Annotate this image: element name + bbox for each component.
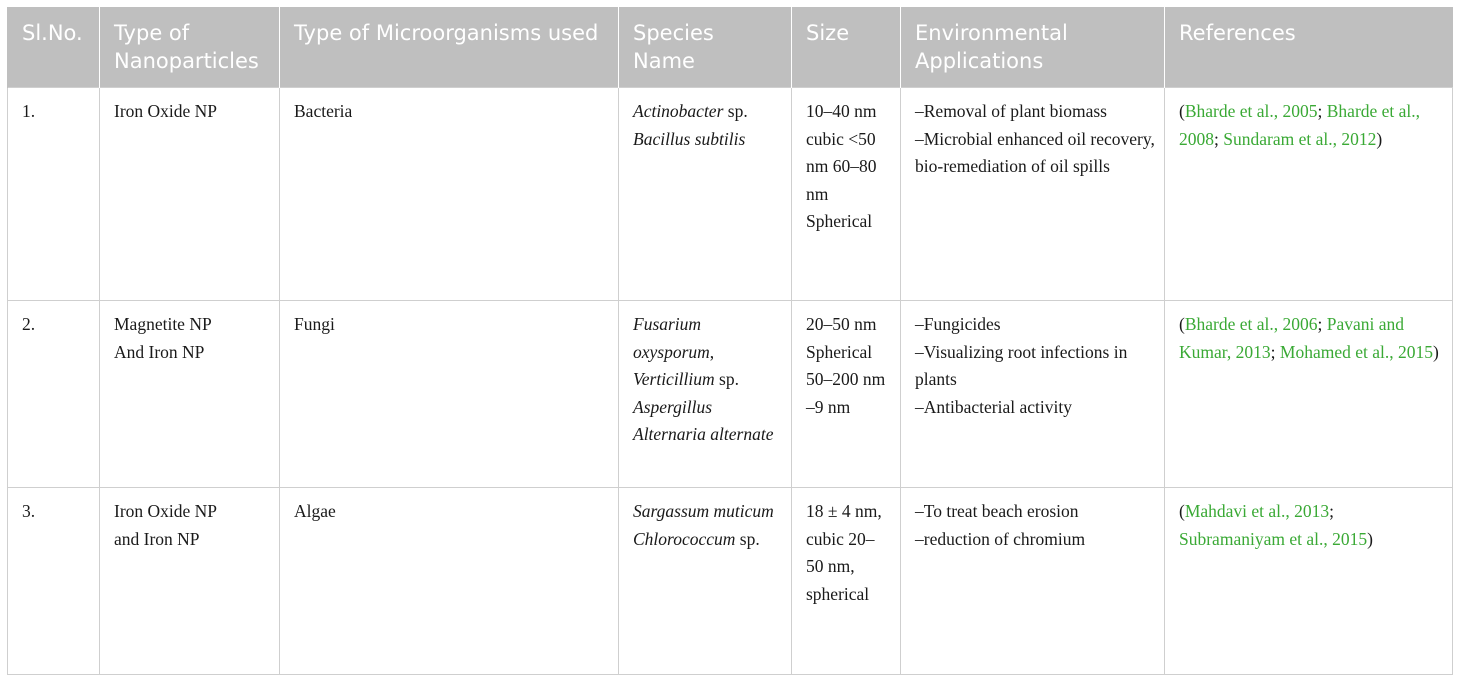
cell-environmental-applications [901,301,1165,488]
size-text: 10–40 nm cubic <50 nm 60–80 nm Spherical [806,101,877,231]
header-references: References [1165,7,1453,88]
cell-references [1165,88,1453,301]
reference-separator: ; [1214,128,1224,149]
species-genus: Aspergillus [633,396,713,417]
species-genus: Bacillus subtilis [633,128,746,149]
reference-close-paren: ) [1433,341,1439,362]
species-line [633,98,783,126]
species-line [633,394,783,422]
species-genus: Sargassum muticum [633,501,774,521]
microorganism-text: Fungi [294,314,335,334]
cell-size [792,488,901,675]
cell-references [1165,301,1453,488]
reference-separator: ; [1329,501,1335,521]
cell-environmental-applications [901,88,1165,301]
application-line: –Fungicides [915,314,1001,334]
application-line: –To treat beach erosion [915,501,1079,521]
cell-references [1165,488,1453,675]
cell-environmental-applications [901,488,1165,675]
table-row [8,301,1453,488]
species-suffix: sp. [723,101,748,121]
species-suffix: sp. [714,369,739,389]
cell-slno [8,488,100,675]
species-line [633,498,783,526]
species-line [633,126,783,154]
slno-text: 2. [22,314,36,334]
nanoparticle-type-line: and Iron NP [114,528,200,549]
size-text: 20–50 nm Spherical 50–200 nm –9 nm [806,314,886,417]
species-genus: Fusarium oxysporum [633,314,710,362]
header-type-microorganisms: Type of Microorganisms used [280,7,619,88]
application-line: –Microbial enhanced oil recovery, bio-remediation of oil spills [915,128,1155,176]
reference-link[interactable]: Mohamed et al., 2015 [1279,341,1433,362]
reference-open-paren: ( [1179,101,1185,121]
reference-link[interactable]: Subramaniyam et al., 2015 [1179,528,1368,549]
cell-size [792,88,901,301]
species-suffix: , [709,341,715,362]
nanoparticle-type-line: Magnetite NP [114,314,212,334]
reference-open-paren: ( [1179,314,1185,334]
nanoparticle-type-line: And Iron NP [114,341,205,362]
application-line: –Visualizing root infections in plants [915,341,1128,389]
reference-close-paren: ) [1367,528,1373,549]
microorganism-text: Bacteria [294,101,353,121]
table-row [8,488,1453,675]
reference-link[interactable]: Sundaram et al., 2012 [1223,128,1377,149]
species-line [633,366,783,394]
reference-close-paren: ) [1376,128,1383,149]
reference-link[interactable]: Pavani and Kumar, 2013 [1179,314,1405,362]
nanoparticle-type-line: Iron Oxide NP [114,101,218,121]
cell-slno [8,88,100,301]
cell-type-nanoparticles [100,301,280,488]
application-line: –Removal of plant biomass [915,101,1107,121]
cell-size [792,301,901,488]
header-species-name: Species Name [619,7,792,88]
size-text: 18 ± 4 nm, cubic 20–50 nm, spherical [806,501,882,604]
reference-link[interactable]: Bharde et al., 2008 [1179,101,1421,149]
table-row [8,88,1453,301]
cell-microorganism [280,88,619,301]
reference-separator: ; [1317,101,1327,121]
species-genus: Actinobacter [633,101,724,121]
cell-type-nanoparticles [100,488,280,675]
header-environmental-applications: Environmental Applications [901,7,1165,88]
header-slno: Sl.No. [8,7,100,88]
slno-text: 1. [22,101,36,121]
cell-type-nanoparticles [100,88,280,301]
reference-open-paren: ( [1179,501,1185,521]
cell-species-name [619,88,792,301]
species-line [633,421,783,449]
nanoparticle-type-line: Iron Oxide NP [114,501,218,521]
slno-text: 3. [22,501,36,521]
species-line [633,311,783,366]
reference-separator: ; [1317,314,1327,334]
application-line: –Antibacterial activity [915,396,1072,417]
reference-link[interactable]: Mahdavi et al., 2013 [1184,501,1330,521]
header-type-nanoparticles: Type of Nanoparticles [100,7,280,88]
microorganism-text: Algae [294,501,336,521]
species-genus: Verticillium [633,369,715,389]
reference-link[interactable]: Bharde et al., 2005 [1184,101,1318,121]
cell-microorganism [280,301,619,488]
species-genus: Chlorococcum [633,528,736,549]
cell-slno [8,301,100,488]
application-line: –reduction of chromium [915,528,1086,549]
cell-species-name [619,301,792,488]
header-size: Size [792,7,901,88]
cell-microorganism [280,488,619,675]
header-row [8,7,1453,88]
cell-species-name [619,488,792,675]
species-suffix: sp. [735,528,760,549]
species-line [633,526,783,554]
nanoparticle-table [7,7,1453,675]
reference-separator: ; [1270,341,1280,362]
reference-link[interactable]: Bharde et al., 2006 [1184,314,1318,334]
species-genus: Alternaria alternate [633,424,774,444]
